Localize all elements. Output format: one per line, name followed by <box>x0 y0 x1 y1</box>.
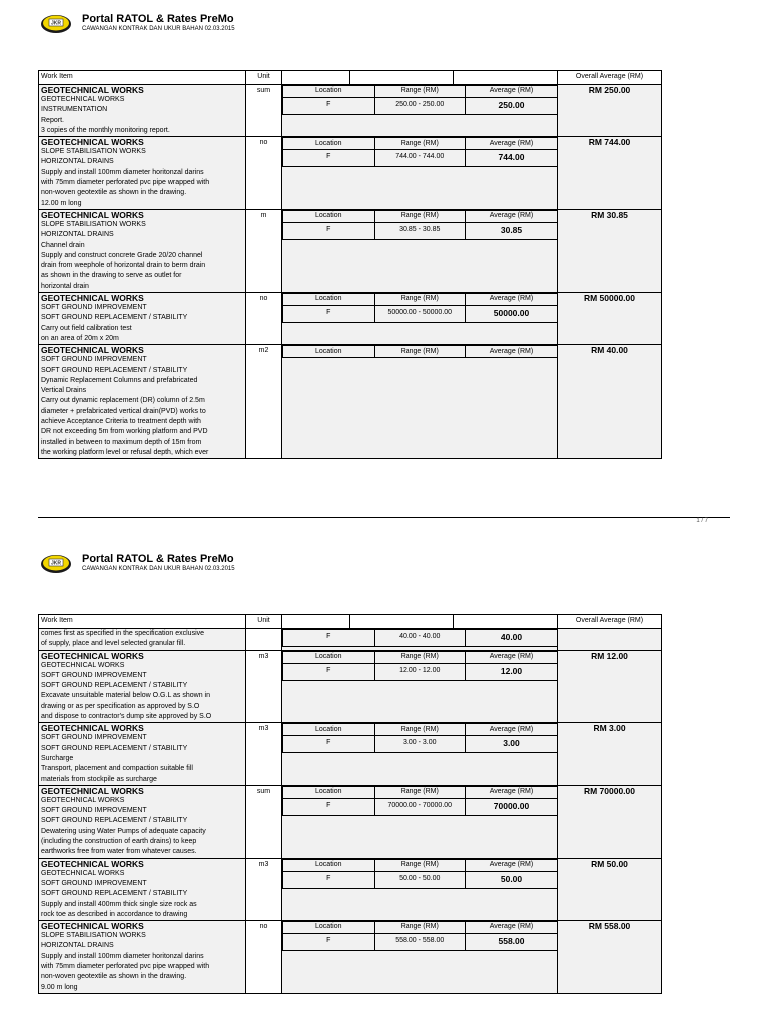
unit-value: sum <box>256 787 271 795</box>
location-range-grid <box>282 786 557 816</box>
value-row <box>283 630 558 647</box>
work-item-cell <box>39 345 246 459</box>
location-value: F <box>283 150 375 167</box>
table-row <box>39 650 662 723</box>
work-item-line: Transport, placement and compaction suitable fill <box>41 765 193 773</box>
location-value: F <box>283 222 375 239</box>
overall-average-cell <box>558 85 662 137</box>
work-item-line: SOFT GROUND REPLACEMENT / STABILITY <box>41 744 188 752</box>
sub-header-range: Range (RM) <box>374 724 466 736</box>
overall-average-value: RM 250.00 <box>588 85 631 95</box>
work-item-line: SLOPE STABILISATION WORKS <box>41 148 146 156</box>
work-item-line: horizontal drain <box>41 282 89 290</box>
range-value: 50000.00 - 50000.00 <box>374 306 466 323</box>
sub-header-average: Average (RM) <box>466 922 558 934</box>
location-range-average-cell <box>282 137 558 210</box>
location-range-average-cell <box>282 209 558 292</box>
header-overall-average: Overall Average (RM) <box>558 71 662 85</box>
table-row <box>39 345 662 459</box>
work-item-line: the working platform level or refusal depth, which ever <box>41 448 209 456</box>
work-item-cell <box>39 723 246 785</box>
value-row <box>283 306 558 323</box>
work-item-line: Report. <box>41 116 64 124</box>
value-row <box>283 150 558 167</box>
unit-cell <box>246 650 282 723</box>
value-row <box>283 98 558 115</box>
sub-header-range: Range (RM) <box>374 86 466 98</box>
unit-cell <box>246 723 282 785</box>
sub-header-range: Range (RM) <box>374 859 466 871</box>
header-unit: Unit <box>246 615 282 629</box>
table-header-row <box>39 71 662 85</box>
overall-average-cell <box>558 345 662 459</box>
average-amount: 70000.00 <box>493 800 530 811</box>
average-value <box>466 150 558 167</box>
work-item-cell <box>39 650 246 723</box>
sub-header-row <box>283 786 558 798</box>
average-value <box>466 798 558 815</box>
average-value <box>466 663 558 680</box>
work-item-line: SOFT GROUND IMPROVEMENT <box>41 879 147 887</box>
sub-header-row <box>283 651 558 663</box>
location-value: F <box>283 934 375 951</box>
work-item-line: HORIZONTAL DRAINS <box>41 158 114 166</box>
table-row <box>39 137 662 210</box>
work-item-line: SOFT GROUND IMPROVEMENT <box>41 734 147 742</box>
jkr-logo <box>40 552 72 574</box>
sub-header-range: Range (RM) <box>374 210 466 222</box>
work-item-line: GEOTECHNICAL WORKS <box>41 869 125 877</box>
work-item-line: HORIZONTAL DRAINS <box>41 942 114 950</box>
work-item-title: GEOTECHNICAL WORKS <box>41 209 144 220</box>
range-value: 12.00 - 12.00 <box>374 663 466 680</box>
sub-header-location: Location <box>283 922 375 934</box>
overall-average-value: RM 12.00 <box>591 650 628 661</box>
sub-header-row <box>283 294 558 306</box>
sub-header-range: Range (RM) <box>374 786 466 798</box>
sub-header-row <box>283 922 558 934</box>
work-item-line: Carry out field calibration test <box>41 324 132 332</box>
unit-cell <box>246 785 282 858</box>
sub-header-average: Average (RM) <box>466 651 558 663</box>
sub-header-location: Location <box>283 724 375 736</box>
overall-average-cell <box>558 921 662 994</box>
location-range-average-cell <box>282 858 558 920</box>
work-item-cell <box>39 137 246 210</box>
work-item-line: comes first as specified in the specification exclusive <box>41 630 205 637</box>
overall-average-cell <box>558 209 662 292</box>
average-value <box>466 630 558 647</box>
work-item-cell <box>39 85 246 137</box>
table-row <box>39 629 662 651</box>
work-item-line: SOFT GROUND REPLACEMENT / STABILITY <box>41 366 188 374</box>
range-value: 3.00 - 3.00 <box>374 736 466 753</box>
work-item-line: (including the construction of earth drains) to keep <box>41 838 197 846</box>
work-item-line: 3 copies of the monthly monitoring report. <box>41 126 170 134</box>
sub-header-row <box>283 138 558 150</box>
sub-header-row <box>283 86 558 98</box>
work-item-line: SOFT GROUND IMPROVEMENT <box>41 671 147 679</box>
location-range-average-cell <box>282 629 558 651</box>
work-item-line: drain from weephole of horizontal drain to berm drain <box>41 262 206 270</box>
page-header <box>40 552 740 582</box>
overall-average-cell <box>558 629 662 651</box>
range-value: 40.00 - 40.00 <box>374 630 466 647</box>
work-item-line: INSTRUMENTATION <box>41 106 108 114</box>
work-item-line: as shown in the drawing to serve as outlet for <box>41 272 182 280</box>
location-range-grid <box>282 210 557 240</box>
work-item-title: GEOTECHNICAL WORKS <box>41 293 144 304</box>
work-item-title: GEOTECHNICAL WORKS <box>41 785 144 796</box>
unit-value: m3 <box>258 860 269 868</box>
location-value: F <box>283 798 375 815</box>
sub-header-location: Location <box>283 86 375 98</box>
sub-header-average: Average (RM) <box>466 859 558 871</box>
location-range-grid <box>282 859 557 889</box>
work-item-line: 9.00 m long <box>41 983 78 991</box>
sub-header-range: Range (RM) <box>374 346 466 358</box>
work-item-line: SOFT GROUND IMPROVEMENT <box>41 304 147 312</box>
work-item-line: SOFT GROUND IMPROVEMENT <box>41 356 147 364</box>
page-number: 1 / 7 <box>696 518 708 524</box>
overall-average-value: RM 30.85 <box>591 209 628 220</box>
unit-cell <box>246 209 282 292</box>
work-item-title: GEOTECHNICAL WORKS <box>41 137 144 148</box>
work-item-line: SOFT GROUND REPLACEMENT / STABILITY <box>41 817 188 825</box>
work-item-line: SLOPE STABILISATION WORKS <box>41 220 146 228</box>
work-item-cell <box>39 921 246 994</box>
document-title: Portal RATOL & Rates PreMo <box>82 13 234 25</box>
work-item-line: non-woven geotextile as shown in the drawing. <box>41 189 187 197</box>
sub-header-location: Location <box>283 294 375 306</box>
location-range-average-cell <box>282 723 558 785</box>
sub-header-row <box>283 210 558 222</box>
rates-table <box>38 614 662 994</box>
work-item-line: on an area of 20m x 20m <box>41 334 119 342</box>
work-item-line: Dewatering using Water Pumps of adequate capacity <box>41 827 206 835</box>
work-item-cell <box>39 629 246 651</box>
value-row <box>283 736 558 753</box>
sub-header-average: Average (RM) <box>466 86 558 98</box>
overall-average-value: RM 70000.00 <box>583 785 636 796</box>
work-item-title: GEOTECHNICAL WORKS <box>41 345 144 356</box>
unit-value: no <box>259 295 268 303</box>
sub-header-range: Range (RM) <box>374 294 466 306</box>
work-item-line: with 75mm diameter perforated pvc pipe wrapped with <box>41 179 210 187</box>
work-item-line: SLOPE STABILISATION WORKS <box>41 932 146 940</box>
work-item-title: GEOTECHNICAL WORKS <box>41 921 144 932</box>
unit-cell <box>246 345 282 459</box>
location-range-grid <box>282 293 557 323</box>
location-range-grid <box>282 137 557 167</box>
table-header-row <box>39 615 662 629</box>
table-row <box>39 785 662 858</box>
sub-header-location: Location <box>283 138 375 150</box>
overall-average-value: RM 50000.00 <box>583 293 636 304</box>
average-amount: 50000.00 <box>493 308 530 319</box>
sub-header-average: Average (RM) <box>466 724 558 736</box>
location-value: F <box>283 871 375 888</box>
work-item-line: GEOTECHNICAL WORKS <box>41 796 125 804</box>
work-item-line: Supply and construct concrete Grade 20/20 channel <box>41 251 203 259</box>
location-range-grid <box>282 651 557 681</box>
sub-header-row <box>283 724 558 736</box>
sub-header-row <box>283 859 558 871</box>
header-unit: Unit <box>246 71 282 85</box>
work-item-line: and dispose to contractor's dump site approved by S.O <box>41 713 212 721</box>
work-item-cell <box>39 293 246 345</box>
location-range-grid <box>282 85 557 115</box>
sub-header-range: Range (RM) <box>374 651 466 663</box>
sub-header-range: Range (RM) <box>374 138 466 150</box>
work-item-cell <box>39 209 246 292</box>
location-range-average-cell <box>282 85 558 137</box>
location-range-average-cell <box>282 293 558 345</box>
document-subtitle: CAWANGAN KONTRAK DAN UKUR BAHAN 02.03.2015 <box>82 566 235 572</box>
work-item-line: SOFT GROUND REPLACEMENT / STABILITY <box>41 314 188 322</box>
work-item-title: GEOTECHNICAL WORKS <box>41 650 144 661</box>
unit-value: m <box>260 211 267 219</box>
location-range-average-cell <box>282 785 558 858</box>
work-item-line: Carry out dynamic replacement (DR) column of 2.5m <box>41 397 205 405</box>
work-item-line: Supply and install 100mm diameter horitonzal darins <box>41 952 204 960</box>
sub-header-average: Average (RM) <box>466 294 558 306</box>
work-item-line: Excavate unsuitable material below O.G.L as shown in <box>41 692 210 700</box>
work-item-line: Supply and install 400mm thick single size rock as <box>41 900 197 908</box>
svg-text:JKR: JKR <box>50 20 62 27</box>
unit-value: m2 <box>258 347 269 355</box>
sub-header-range: Range (RM) <box>374 922 466 934</box>
unit-value: no <box>259 139 268 147</box>
overall-average-cell <box>558 293 662 345</box>
sub-header-average: Average (RM) <box>466 138 558 150</box>
work-item-line: installed in between to maximum depth of 15m from <box>41 438 202 446</box>
work-item-line: SOFT GROUND IMPROVEMENT <box>41 807 147 815</box>
overall-average-value: RM 40.00 <box>591 345 628 356</box>
work-item-line: HORIZONTAL DRAINS <box>41 231 114 239</box>
range-value: 558.00 - 558.00 <box>374 934 466 951</box>
work-item-line: with 75mm diameter perforated pvc pipe wrapped with <box>41 963 210 971</box>
table-row <box>39 293 662 345</box>
average-amount: 3.00 <box>503 738 520 749</box>
overall-average-value: RM 558.00 <box>588 921 631 932</box>
unit-value: m3 <box>258 652 269 660</box>
value-row <box>283 663 558 680</box>
overall-average-cell <box>558 650 662 723</box>
unit-value: sum <box>256 87 271 94</box>
work-item-line: SOFT GROUND REPLACEMENT / STABILITY <box>41 682 188 690</box>
sub-header-average: Average (RM) <box>466 210 558 222</box>
average-amount: 30.85 <box>500 224 523 235</box>
work-item-line: achieve Acceptance Criteria to treatment depth with <box>41 418 201 426</box>
rates-table <box>38 70 662 459</box>
location-range-average-cell <box>282 345 558 459</box>
work-item-line: Channel drain <box>41 241 85 249</box>
page-2 <box>0 540 768 1024</box>
document-subtitle: CAWANGAN KONTRAK DAN UKUR BAHAN 02.03.2015 <box>82 26 235 32</box>
location-value: F <box>283 736 375 753</box>
unit-value: no <box>259 923 268 931</box>
document-title: Portal RATOL & Rates PreMo <box>82 553 234 565</box>
location-range-average-cell <box>282 921 558 994</box>
range-value: 30.85 - 30.85 <box>374 222 466 239</box>
table-row <box>39 85 662 137</box>
work-item-line: 12.00 m long <box>41 199 82 207</box>
location-value: F <box>283 663 375 680</box>
work-item-title: GEOTECHNICAL WORKS <box>41 858 144 869</box>
sub-header-location: Location <box>283 859 375 871</box>
average-amount: 50.00 <box>500 873 523 884</box>
value-row <box>283 934 558 951</box>
overall-average-cell <box>558 858 662 920</box>
work-item-cell <box>39 858 246 920</box>
location-range-grid <box>282 629 557 647</box>
unit-cell <box>246 921 282 994</box>
overall-average-cell <box>558 785 662 858</box>
work-item-line: SOFT GROUND REPLACEMENT / STABILITY <box>41 890 188 898</box>
location-range-grid <box>282 723 557 753</box>
work-item-line: earthworks free from water from whatever causes. <box>41 848 197 856</box>
average-amount: 744.00 <box>498 152 525 163</box>
work-item-cell <box>39 785 246 858</box>
sub-header-average: Average (RM) <box>466 786 558 798</box>
range-value: 744.00 - 744.00 <box>374 150 466 167</box>
work-item-line: DR not exceeding 5m from working platform and PVD <box>41 428 208 436</box>
sub-header-location: Location <box>283 651 375 663</box>
range-value: 50.00 - 50.00 <box>374 871 466 888</box>
overall-average-value: RM 744.00 <box>588 137 631 148</box>
work-item-line: of supply, place and level selected granular fill. <box>41 640 186 648</box>
unit-cell <box>246 137 282 210</box>
work-item-line: Surcharge <box>41 754 74 762</box>
value-row <box>283 871 558 888</box>
work-item-line: GEOTECHNICAL WORKS <box>41 661 125 669</box>
header-overall-average: Overall Average (RM) <box>558 615 662 629</box>
average-value <box>466 736 558 753</box>
sub-header-location: Location <box>283 346 375 358</box>
unit-cell <box>246 85 282 137</box>
sub-header-location: Location <box>283 786 375 798</box>
sub-header-row <box>283 346 558 358</box>
work-item-line: GEOTECHNICAL WORKS <box>41 96 125 103</box>
work-item-line: non-woven geotextile as shown in the drawing. <box>41 973 187 981</box>
work-item-line: Supply and install 100mm diameter horitonzal darins <box>41 168 204 176</box>
average-value <box>466 871 558 888</box>
work-item-line: rock toe as described in accordance to drawing <box>41 910 188 918</box>
range-value: 70000.00 - 70000.00 <box>374 798 466 815</box>
table-row <box>39 723 662 785</box>
work-item-line: drawing or as per specification as approved by S.O <box>41 702 200 710</box>
work-item-line: materials from stockpile as surcharge <box>41 775 157 783</box>
average-amount: 12.00 <box>500 665 523 676</box>
location-range-grid <box>282 345 557 358</box>
location-value: F <box>283 306 375 323</box>
header-work-item: Work Item <box>39 71 246 85</box>
svg-text:JKR: JKR <box>50 560 62 567</box>
unit-cell <box>246 293 282 345</box>
sub-header-location: Location <box>283 210 375 222</box>
page-header <box>40 12 740 42</box>
location-value: F <box>283 98 375 115</box>
unit-cell <box>246 629 282 651</box>
work-item-title: GEOTECHNICAL WORKS <box>41 723 144 734</box>
average-value <box>466 306 558 323</box>
sub-header-average: Average (RM) <box>466 346 558 358</box>
overall-average-cell <box>558 137 662 210</box>
overall-average-value: RM 3.00 <box>593 723 626 734</box>
overall-average-value: RM 50.00 <box>591 858 628 869</box>
average-amount: 250.00 <box>498 100 525 110</box>
work-item-line: diameter + prefabricated vertical drain(PVD) works to <box>41 407 206 415</box>
table-row <box>39 858 662 920</box>
overall-average-cell <box>558 723 662 785</box>
page-divider <box>38 517 730 518</box>
value-row <box>283 222 558 239</box>
range-value: 250.00 - 250.00 <box>374 98 466 115</box>
work-item-line: Dynamic Replacement Columns and prefabricated <box>41 376 198 384</box>
location-range-grid <box>282 921 557 951</box>
value-row <box>283 798 558 815</box>
average-amount: 40.00 <box>500 632 523 642</box>
average-value <box>466 934 558 951</box>
average-value <box>466 98 558 115</box>
location-value: F <box>283 630 375 647</box>
table-row <box>39 921 662 994</box>
work-item-line: Vertical Drains <box>41 387 87 395</box>
jkr-logo <box>40 12 72 34</box>
location-range-average-cell <box>282 650 558 723</box>
average-amount: 558.00 <box>498 936 525 947</box>
table-row <box>39 209 662 292</box>
average-value <box>466 222 558 239</box>
work-item-title: GEOTECHNICAL WORKS <box>41 85 144 95</box>
unit-value: m3 <box>258 725 269 733</box>
unit-cell <box>246 858 282 920</box>
header-work-item: Work Item <box>39 615 246 629</box>
